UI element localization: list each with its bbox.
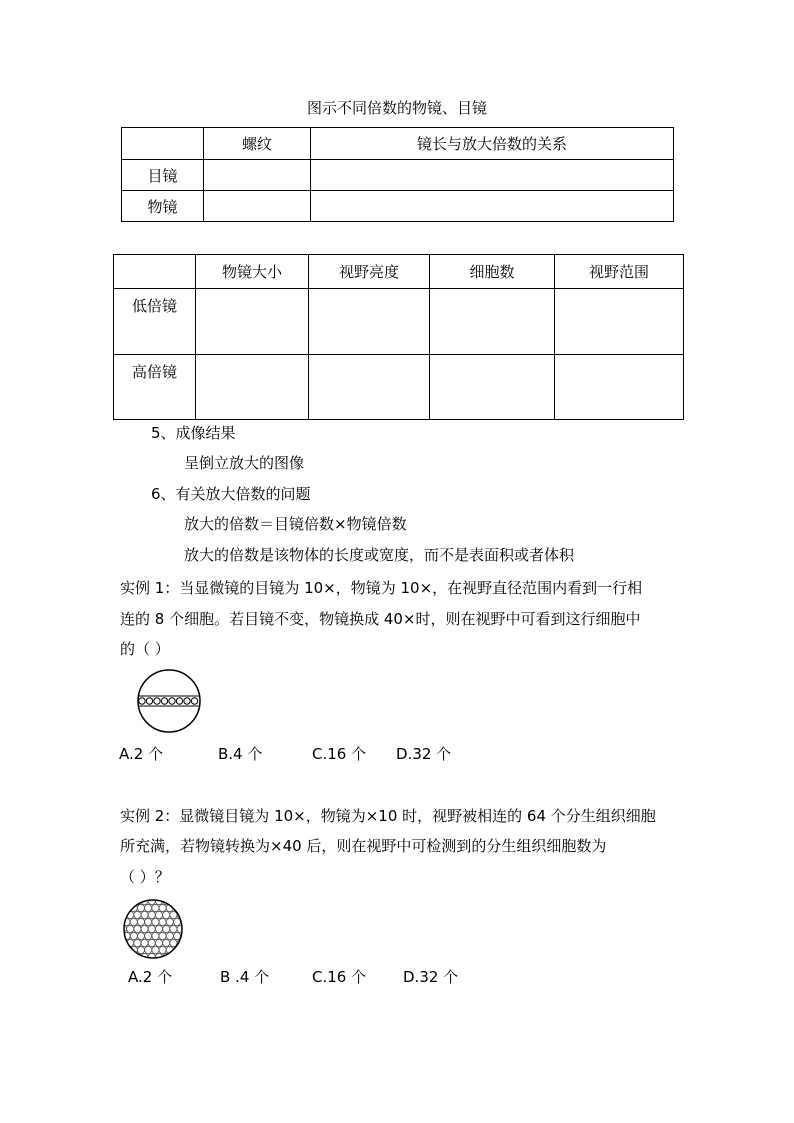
cell-circle — [152, 932, 159, 939]
cell-circle — [184, 953, 186, 960]
table2-cell — [430, 355, 555, 420]
table2-cell — [430, 289, 555, 355]
lens-thread-table — [121, 127, 674, 222]
table2-cell — [196, 289, 309, 355]
example1-line2: 连的 8 个细胞。若目镜不变，物镜换成 40×时，则在视野中可看到这行细胞中 — [120, 610, 641, 628]
cell-circle — [141, 939, 148, 946]
cell-circle — [170, 898, 177, 905]
table1-header-thread: 螺纹 — [204, 128, 311, 160]
table2-cell — [309, 289, 430, 355]
cell-circle — [145, 904, 152, 911]
cell-circle — [127, 898, 134, 905]
table1-header-relation: 镜长与放大倍数的关系 — [311, 128, 674, 160]
cell-circle — [159, 918, 166, 925]
cell-circle — [137, 904, 144, 911]
table1-cell — [204, 160, 311, 191]
cell-circle — [166, 918, 173, 925]
example1-line1: 实例 1：当显微镜的目镜为 10×，物镜为 10×，在视野直径范围内看到一行相 — [120, 579, 643, 597]
cell-circle — [173, 932, 180, 939]
cell-circle — [177, 953, 184, 960]
table1-header-blank — [122, 128, 204, 160]
cell-circle — [148, 939, 155, 946]
table2-header-blank — [114, 255, 196, 289]
cell-circle — [145, 918, 152, 925]
cell-circle — [141, 925, 148, 932]
section6-line2: 放大的倍数是该物体的长度或宽度，而不是表面积或者体积 — [184, 546, 575, 564]
example2-line2: 所充满，若物镜转换为×40 后，则在视野中可检测到的分生组织细胞数为 — [120, 837, 607, 855]
cell-circle — [145, 946, 152, 953]
table2-cell — [555, 289, 684, 355]
cell-circle — [184, 898, 186, 905]
cell-circle — [170, 953, 177, 960]
table2-row-low-power-label: 低倍镜 — [114, 289, 196, 355]
cell-circle — [148, 953, 155, 960]
microscope-field-full-of-cells — [120, 898, 186, 960]
table1-cell — [311, 160, 674, 191]
table2-cell — [196, 355, 309, 420]
cell-circle — [130, 918, 137, 925]
cell-circle — [159, 946, 166, 953]
cell-circle — [163, 911, 170, 918]
example2-option-b: B .4 个 — [220, 968, 270, 986]
cell-circle — [166, 932, 173, 939]
cell-circle — [130, 932, 137, 939]
cell-circle — [137, 946, 144, 953]
cell-circle — [137, 932, 144, 939]
table1-cell — [204, 191, 311, 222]
section5-heading: 5、成像结果 — [151, 424, 236, 442]
cell-circle — [134, 911, 141, 918]
cell-circle — [155, 925, 162, 932]
cell-circle — [137, 918, 144, 925]
table2-header-objective-size: 物镜大小 — [196, 255, 309, 289]
section6-heading: 6、有关放大倍数的问题 — [151, 485, 311, 503]
table1-cell — [311, 191, 674, 222]
cell-circle — [163, 939, 170, 946]
cell-circle — [170, 925, 177, 932]
cell-circle — [152, 904, 159, 911]
table2-row-high-power-label: 高倍镜 — [114, 355, 196, 420]
cell-circle — [163, 925, 170, 932]
cell-circle — [155, 939, 162, 946]
cell-circle — [127, 925, 134, 932]
cell-circle — [159, 932, 166, 939]
cell-circle — [134, 939, 141, 946]
cell-circle — [120, 898, 127, 905]
example2-option-a: A.2 个 — [128, 968, 173, 986]
section5-line1: 呈倒立放大的图像 — [184, 454, 305, 472]
table1-row-eyepiece-label: 目镜 — [122, 160, 204, 191]
cell-circle — [123, 946, 130, 953]
cell-circle — [181, 904, 186, 911]
cell-circle — [184, 925, 186, 932]
cell-circle — [134, 925, 141, 932]
cell-circle — [120, 953, 127, 960]
example2-option-c: C.16 个 — [312, 968, 367, 986]
example1-option-b: B.4 个 — [218, 745, 263, 763]
cell-circle — [148, 898, 155, 905]
cell-circle — [148, 925, 155, 932]
example2-line3: （ ）？ — [120, 868, 170, 886]
example1-option-c: C.16 个 — [312, 745, 367, 763]
cell-circle — [141, 911, 148, 918]
table2-header-brightness: 视野亮度 — [309, 255, 430, 289]
cell-circle — [148, 911, 155, 918]
magnification-comparison-table — [113, 254, 684, 420]
table2-header-cell-count: 细胞数 — [430, 255, 555, 289]
microscope-field-row-of-cells — [136, 668, 202, 734]
cell-circle — [173, 918, 180, 925]
section6-line1: 放大的倍数＝目镜倍数×物镜倍数 — [184, 515, 407, 533]
example1-line3: 的（ ） — [120, 640, 170, 658]
example2-line1: 实例 2：显微镜目镜为 10×，物镜为×10 时，视野被相连的 64 个分生组织细胞 — [120, 807, 656, 825]
cell-circle — [123, 904, 130, 911]
cell-circle — [152, 946, 159, 953]
cell-circle — [159, 904, 166, 911]
example1-option-d: D.32 个 — [396, 745, 452, 763]
cell-circle — [155, 911, 162, 918]
cell-circle — [181, 946, 186, 953]
cell-circle — [177, 898, 184, 905]
cell-circle — [177, 925, 184, 932]
cell-circle — [184, 939, 186, 946]
cell-circle — [127, 953, 134, 960]
table2-header-field-range: 视野范围 — [555, 255, 684, 289]
table1-row-objective-label: 物镜 — [122, 191, 204, 222]
example1-option-a: A.2 个 — [119, 745, 164, 763]
cell-circle — [152, 918, 159, 925]
cell-circle — [145, 932, 152, 939]
example2-option-d: D.32 个 — [403, 968, 459, 986]
table1-title: 图示不同倍数的物镜、目镜 — [306, 99, 487, 117]
cell-circle — [184, 911, 186, 918]
table2-cell — [555, 355, 684, 420]
table2-cell — [309, 355, 430, 420]
